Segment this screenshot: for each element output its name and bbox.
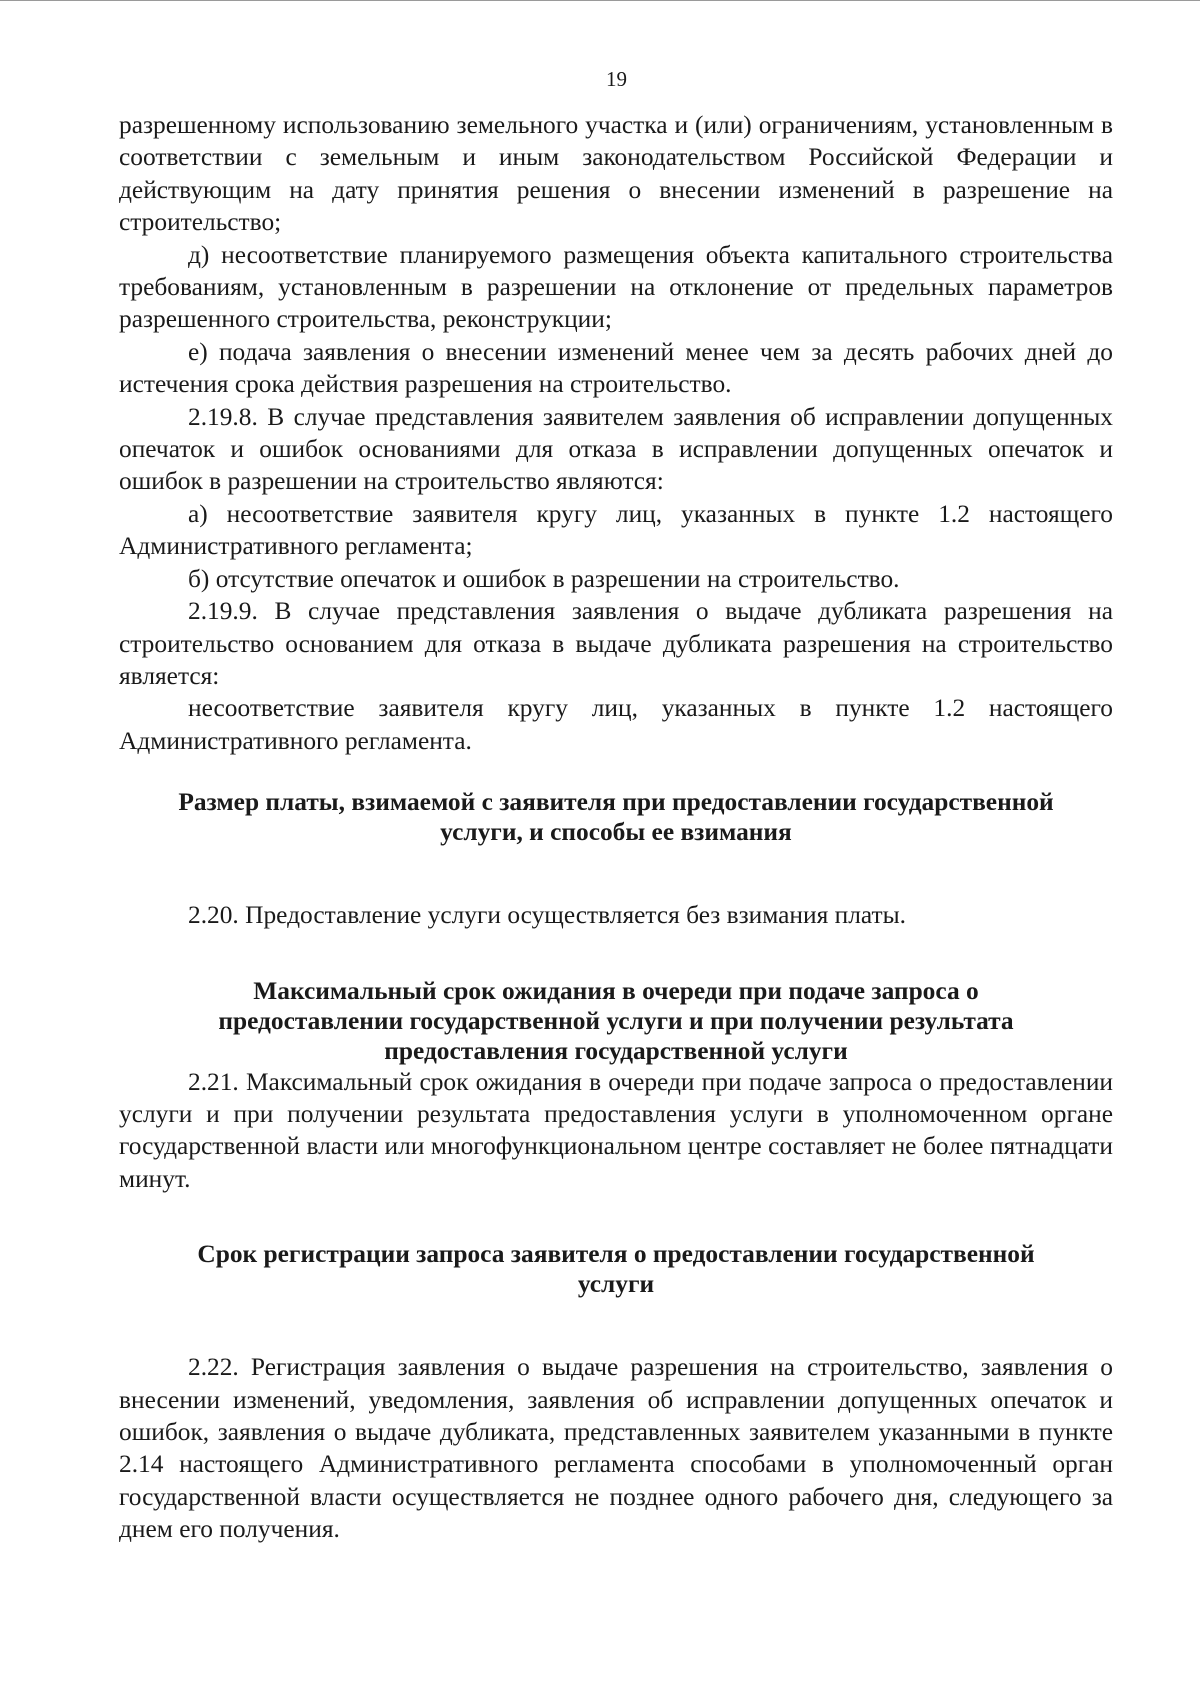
paragraph-item-e: е) подача заявления о внесении изменений менее чем за десять рабочих дней до истечения срока действия разрешения на строительство. (119, 337, 1113, 399)
page-number: 19 (606, 67, 627, 91)
section-heading-queue-time (119, 976, 1113, 1066)
heading-line: Максимальный срок ожидания в очереди при подаче запроса о (253, 976, 979, 1005)
paragraph-2-21: 2.21. Максимальный срок ожидания в очереди при подаче запроса о предоставлении услуги и при получении результата предоставления услуги в уполномоченном органе государственной власти или многофункциональном центре составляет не более пятнадцати минут. (119, 1067, 1113, 1193)
paragraph-item-a: а) несоответствие заявителя кругу лиц, указанных в пункте 1.2 настоящего Административного регламента; (119, 499, 1113, 561)
paragraph-mismatch: несоответствие заявителя кругу лиц, указанных в пункте 1.2 настоящего Административного регламента. (119, 694, 1113, 755)
section-heading-fee (119, 787, 1113, 847)
paragraph-2-20: 2.20. Предоставление услуги осуществляется без взимания платы. (188, 901, 906, 930)
paragraph-2-19-8: 2.19.8. В случае представления заявителем заявления об исправлении допущенных опечаток и ошибок основаниями для отказа в исправлении допущенных опечаток и ошибок в разрешении на строительство являются: (119, 402, 1113, 496)
heading-line: предоставлении государственной услуги и при получении результата (218, 1006, 1014, 1035)
paragraph-2-19-9: 2.19.9. В случае представления заявления о выдаче дубликата разрешения на строительство основанием для отказа в выдаче дубликата разрешения на строительство является: (119, 597, 1113, 690)
heading-line: Срок регистрации запроса заявителя о предоставлении государственной (197, 1240, 1035, 1269)
section-heading-registration (119, 1239, 1113, 1299)
heading-line: услуги, и способы ее взимания (440, 818, 792, 847)
heading-line: предоставления государственной услуги (384, 1036, 848, 1065)
paragraph-item-d: д) несоответствие планируемого размещения объекта капитального строительства требованиям, установленным в разрешении на отклонение от предельных параметров разрешенного строительства, реконструкции; (119, 240, 1113, 334)
paragraph-2-22: 2.22. Регистрация заявления о выдаче разрешения на строительство, заявления о внесении изменений, уведомления, заявления об исправлении допущенных опечаток и ошибок, заявления о выдаче дубликата, представленных заявителем указанными в пункте 2.14 настоящего Административного регламента способами в уполномоченный орган государственной власти осуществляется не позднее одного рабочего дня, следующего за днем его получения. (119, 1353, 1113, 1544)
paragraph-continuation: разрешенному использованию земельного участка и (или) ограничениям, установленным в соответствии с земельным и иным законодательством Российской Федерации и действующим на дату принятия решения о внесении изменений в разрешение на строительство; (119, 111, 1113, 237)
document-body (119, 109, 1113, 1546)
heading-line: услуги (577, 1270, 655, 1299)
paragraph-item-b: б) отсутствие опечаток и ошибок в разрешении на строительство. (188, 564, 900, 593)
heading-line: Размер платы, взимаемой с заявителя при предоставлении государственной (178, 788, 1054, 817)
